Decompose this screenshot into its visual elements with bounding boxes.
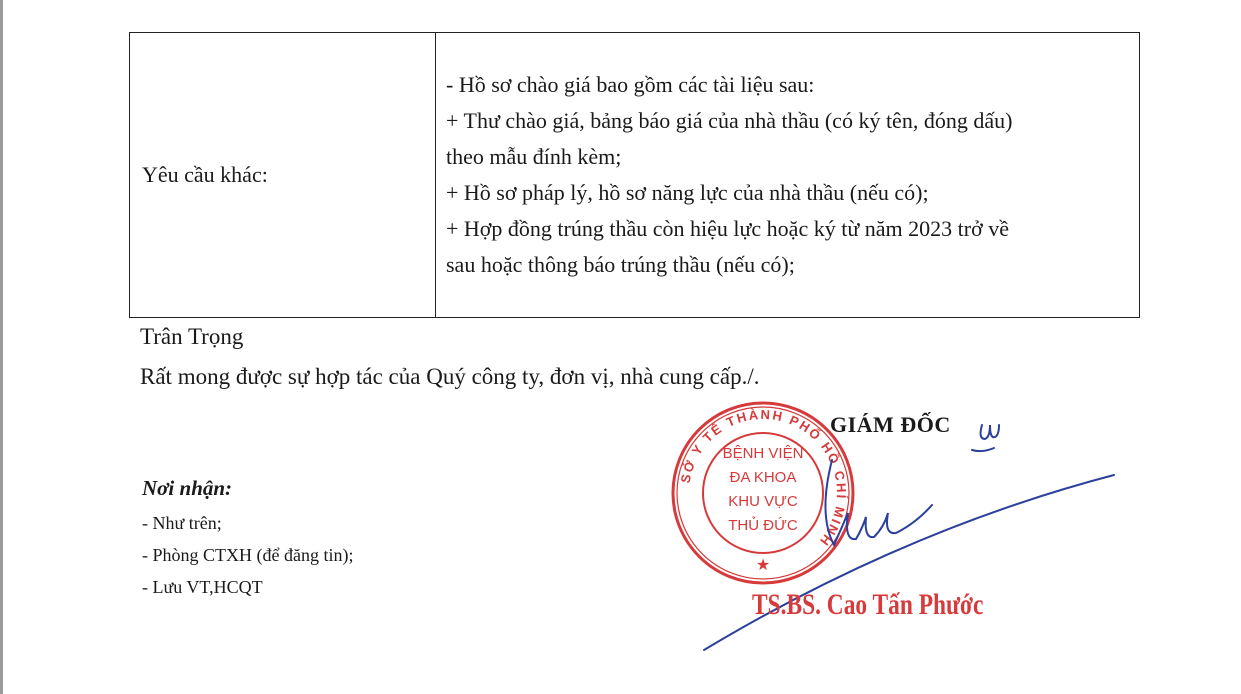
row-content — [436, 33, 1140, 318]
recipient-item: - Phòng CTXH (để đăng tin); — [142, 545, 354, 565]
content-line: + Hợp đồng trúng thầu còn hiệu lực hoặc ký từ năm 2023 trở về — [446, 216, 1009, 241]
seal-inner-line: BỆNH VIỆN — [722, 445, 804, 462]
content-line: + Hồ sơ pháp lý, hồ sơ năng lực của nhà thầu (nếu có); — [446, 180, 929, 205]
table-row — [130, 33, 1140, 318]
seal-inner-line: ĐA KHOA — [729, 469, 797, 486]
content-line: theo mẫu đính kèm; — [446, 144, 622, 169]
signer-name: TS.BS. Cao Tấn Phước — [752, 588, 984, 621]
closing-regards: Trân Trọng — [140, 324, 244, 349]
recipient-item: - Như trên; — [142, 513, 222, 533]
content-line: - Hồ sơ chào giá bao gồm các tài liệu sau: — [446, 72, 815, 97]
row-label: Yêu cầu khác: — [130, 33, 436, 318]
content-line: sau hoặc thông báo trúng thầu (nếu có); — [446, 252, 795, 277]
closing-cooperation: Rất mong được sự hợp tác của Quý công ty, đơn vị, nhà cung cấp./. — [140, 364, 760, 389]
handwritten-signature — [690, 420, 1120, 660]
recipient-item: - Lưu VT,HCQT — [142, 577, 263, 597]
director-title-text: GIÁM ĐỐC — [830, 412, 951, 437]
content-line: + Thư chào giá, bảng báo giá của nhà thầu (có ký tên, đóng dấu) — [446, 108, 1013, 133]
page-edge — [0, 0, 3, 694]
seal-inner-line: THỦ ĐỨC — [728, 517, 798, 534]
seal-outer-text: SỞ Y TẾ THÀNH PHỐ HỒ CHÍ MINH — [677, 406, 850, 550]
seal-inner-line: KHU VỰC — [728, 493, 798, 510]
recipients-title: Nơi nhận: — [142, 476, 233, 500]
seal-star-icon: ★ — [755, 557, 771, 574]
requirements-table — [129, 32, 1140, 318]
